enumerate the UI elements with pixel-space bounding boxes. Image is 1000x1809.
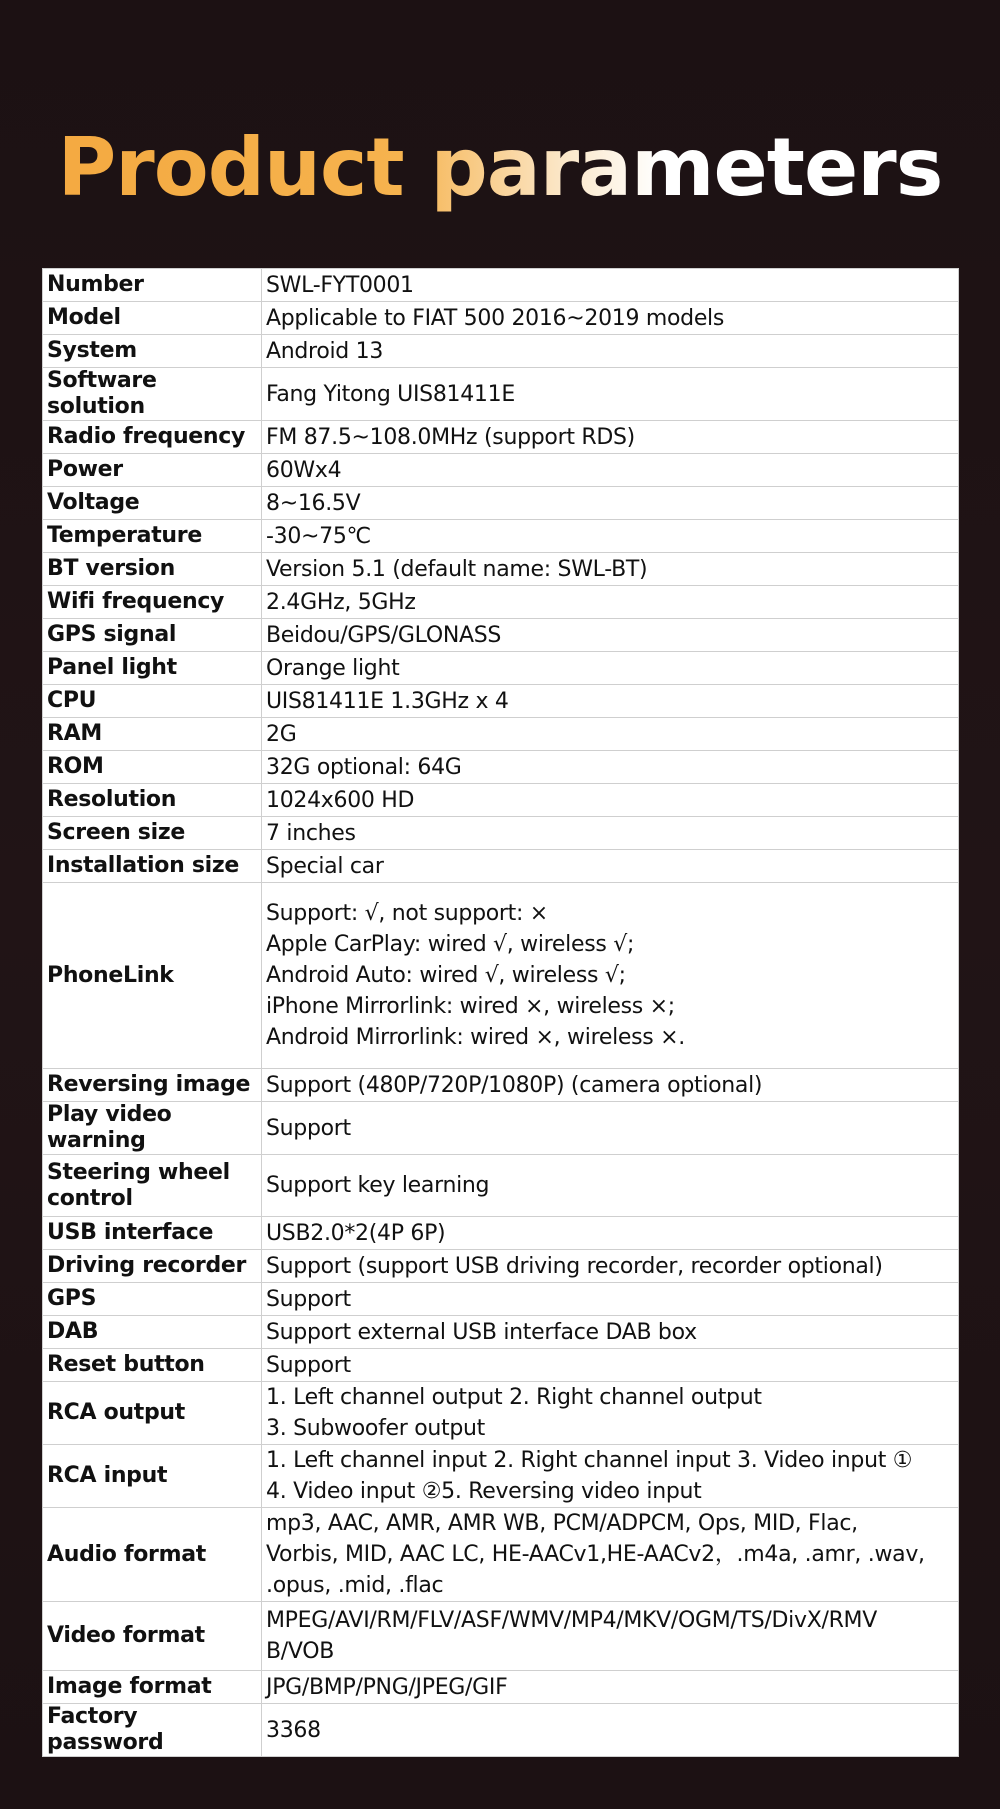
spec-label: Driving recorder (43, 1250, 262, 1283)
spec-value-line: Fang Yitong UIS81411E (266, 381, 515, 407)
spec-value (262, 1602, 959, 1671)
spec-value (262, 817, 959, 850)
spec-label: Play video warning (43, 1102, 262, 1155)
spec-value (262, 553, 959, 586)
page-title: Product parameters (0, 118, 1000, 218)
spec-row (43, 1704, 959, 1757)
spec-value-line: 1024x600 HD (266, 787, 415, 813)
spec-value-line: FM 87.5~108.0MHz (support RDS) (266, 424, 635, 450)
spec-value (262, 1508, 959, 1602)
spec-row (43, 1316, 959, 1349)
spec-value (262, 1349, 959, 1382)
spec-value (262, 335, 959, 368)
spec-value-line: SWL-FYT0001 (266, 272, 414, 298)
spec-row (43, 751, 959, 784)
spec-value (262, 1283, 959, 1316)
spec-value-line: B/VOB (266, 1639, 335, 1664)
spec-label: Model (43, 302, 262, 335)
spec-row (43, 1283, 959, 1316)
spec-value-line: Version 5.1 (default name: SWL-BT) (266, 556, 648, 582)
spec-label: Radio frequency (43, 421, 262, 454)
spec-row (43, 1069, 959, 1102)
spec-value-line: Android 13 (266, 338, 384, 364)
spec-row (43, 335, 959, 368)
spec-row (43, 883, 959, 1069)
spec-label: Installation size (43, 850, 262, 883)
spec-label: BT version (43, 553, 262, 586)
spec-label: Reversing image (43, 1069, 262, 1102)
spec-value-line: Apple CarPlay: wired √, wireless √; (266, 932, 635, 957)
spec-label: ROM (43, 751, 262, 784)
spec-value-line: Special car (266, 853, 384, 879)
spec-value (262, 850, 959, 883)
spec-label: Steering wheel control (43, 1155, 262, 1217)
spec-value-line: 4. Video input ②5. Reversing video input (266, 1479, 702, 1504)
spec-value-line: Vorbis, MID, AAC LC, HE-AACv1,HE-AACv2，.m4a, .amr, .wav, (266, 1542, 925, 1567)
spec-row (43, 1445, 959, 1508)
spec-row (43, 1671, 959, 1704)
spec-row (43, 454, 959, 487)
spec-value-line: 8~16.5V (266, 490, 361, 516)
spec-value-line: mp3, AAC, AMR, AMR WB, PCM/ADPCM, Ops, MID, Flac, (266, 1511, 858, 1536)
spec-row (43, 1602, 959, 1671)
spec-value (262, 487, 959, 520)
spec-table-body (43, 269, 959, 1757)
spec-value (262, 718, 959, 751)
spec-value-line: 3. Subwoofer output (266, 1416, 485, 1441)
spec-value-line: Support key learning (266, 1173, 490, 1198)
spec-row (43, 302, 959, 335)
spec-value (262, 1382, 959, 1445)
spec-value (262, 454, 959, 487)
spec-label: GPS signal (43, 619, 262, 652)
spec-value-line: -30~75℃ (266, 523, 371, 549)
spec-label: GPS (43, 1283, 262, 1316)
spec-value-line: USB2.0*2(4P 6P) (266, 1220, 446, 1246)
spec-value-line: Support (266, 1352, 351, 1378)
spec-value-line: iPhone Mirrorlink: wired ×, wireless ×; (266, 994, 675, 1019)
spec-value (262, 1102, 959, 1155)
spec-value (262, 685, 959, 718)
spec-label: CPU (43, 685, 262, 718)
spec-value-line: Applicable to FIAT 500 2016~2019 models (266, 305, 725, 331)
spec-value (262, 1704, 959, 1757)
spec-label: Factory password (43, 1704, 262, 1757)
spec-value-line: 3368 (266, 1717, 321, 1743)
spec-value-line: JPG/BMP/PNG/JPEG/GIF (266, 1674, 508, 1700)
spec-value-line: 1. Left channel output 2. Right channel output (266, 1385, 762, 1410)
spec-label: Wifi frequency (43, 586, 262, 619)
spec-value-line: MPEG/AVI/RM/FLV/ASF/WMV/MP4/MKV/OGM/TS/DivX/RMV (266, 1608, 877, 1633)
spec-table (42, 268, 959, 1757)
spec-value (262, 883, 959, 1069)
spec-label: Audio format (43, 1508, 262, 1602)
spec-value-line: UIS81411E 1.3GHz x 4 (266, 688, 509, 714)
spec-value-line: Support (480P/720P/1080P) (camera optional) (266, 1072, 763, 1098)
spec-value (262, 1445, 959, 1508)
spec-row (43, 553, 959, 586)
spec-row (43, 1102, 959, 1155)
spec-label: Voltage (43, 487, 262, 520)
spec-row (43, 850, 959, 883)
spec-row (43, 1217, 959, 1250)
spec-value-line: 1. Left channel input 2. Right channel input 3. Video input ① (266, 1448, 913, 1473)
spec-value (262, 1155, 959, 1217)
spec-value (262, 421, 959, 454)
spec-row (43, 619, 959, 652)
spec-label: RCA output (43, 1382, 262, 1445)
spec-value-line: Support: √, not support: × (266, 901, 548, 926)
spec-value (262, 652, 959, 685)
spec-row (43, 784, 959, 817)
spec-value (262, 269, 959, 302)
spec-label: DAB (43, 1316, 262, 1349)
spec-value (262, 619, 959, 652)
spec-value (262, 520, 959, 553)
spec-value-line: Android Mirrorlink: wired ×, wireless ×. (266, 1025, 685, 1050)
spec-value (262, 1671, 959, 1704)
spec-value (262, 784, 959, 817)
spec-value-line: 7 inches (266, 820, 356, 846)
spec-row (43, 1250, 959, 1283)
spec-value (262, 1316, 959, 1349)
spec-value (262, 302, 959, 335)
spec-label: Resolution (43, 784, 262, 817)
spec-row (43, 817, 959, 850)
spec-row (43, 718, 959, 751)
spec-value (262, 368, 959, 421)
spec-row (43, 269, 959, 302)
spec-row (43, 652, 959, 685)
spec-row (43, 685, 959, 718)
spec-value-line: Orange light (266, 655, 400, 681)
spec-value-line: 2G (266, 721, 297, 747)
spec-label: Power (43, 454, 262, 487)
spec-value-line: Support (support USB driving recorder, recorder optional) (266, 1253, 883, 1279)
spec-label: USB interface (43, 1217, 262, 1250)
spec-value (262, 751, 959, 784)
spec-label: Software solution (43, 368, 262, 421)
spec-label: System (43, 335, 262, 368)
spec-value-line: Support external USB interface DAB box (266, 1319, 697, 1345)
spec-label: Screen size (43, 817, 262, 850)
spec-label: PhoneLink (43, 883, 262, 1069)
spec-value-line: 60Wx4 (266, 457, 342, 483)
spec-value-line: Support (266, 1115, 351, 1141)
spec-row (43, 368, 959, 421)
spec-value-line: Support (266, 1286, 351, 1312)
spec-label: RAM (43, 718, 262, 751)
spec-value-line: Beidou/GPS/GLONASS (266, 622, 502, 648)
spec-value (262, 1217, 959, 1250)
spec-label: RCA input (43, 1445, 262, 1508)
spec-label: Panel light (43, 652, 262, 685)
spec-row (43, 421, 959, 454)
spec-row (43, 487, 959, 520)
spec-value-line: 32G optional: 64G (266, 754, 462, 780)
spec-label: Number (43, 269, 262, 302)
spec-row (43, 1508, 959, 1602)
spec-row (43, 1349, 959, 1382)
spec-row (43, 520, 959, 553)
spec-label: Video format (43, 1602, 262, 1671)
spec-value (262, 1069, 959, 1102)
spec-value (262, 586, 959, 619)
spec-label: Reset button (43, 1349, 262, 1382)
spec-value-line: 2.4GHz, 5GHz (266, 589, 416, 615)
spec-label: Image format (43, 1671, 262, 1704)
spec-value-line: Android Auto: wired √, wireless √; (266, 963, 626, 988)
spec-label: Temperature (43, 520, 262, 553)
spec-row (43, 586, 959, 619)
spec-row (43, 1155, 959, 1217)
spec-value (262, 1250, 959, 1283)
spec-row (43, 1382, 959, 1445)
spec-value-line: .opus, .mid, .flac (266, 1573, 444, 1598)
